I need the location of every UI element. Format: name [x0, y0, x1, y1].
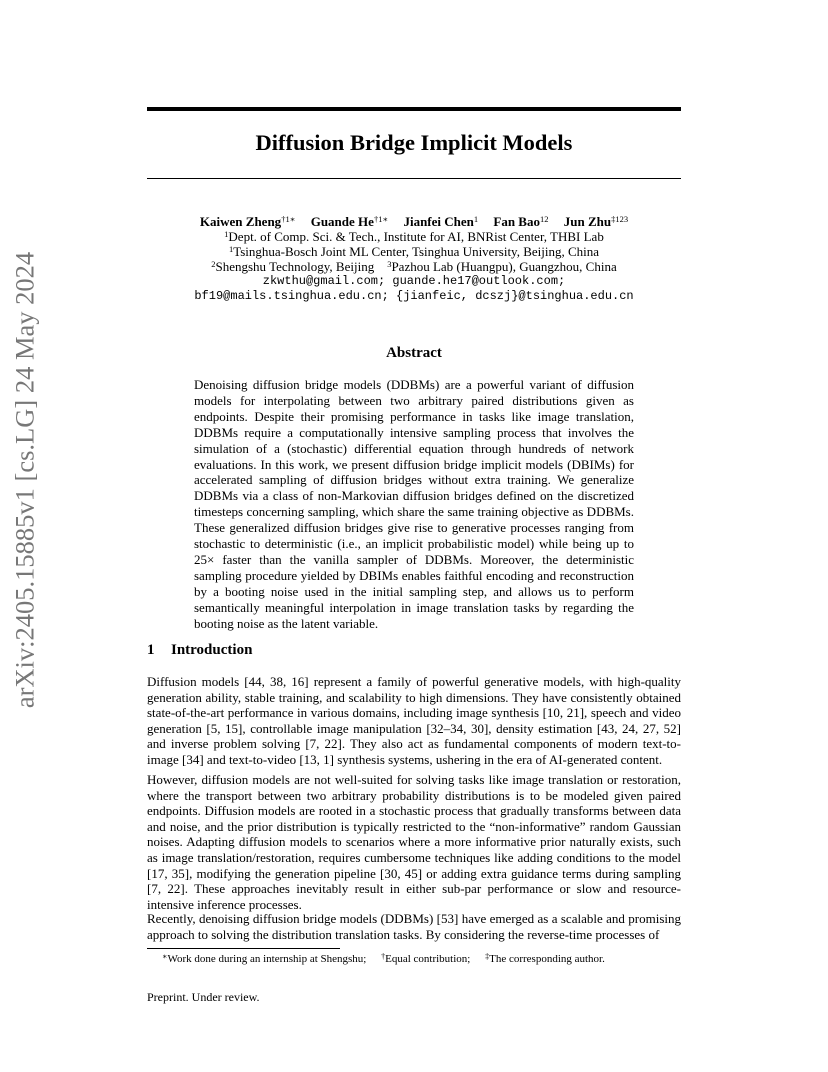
abstract-text: Denoising diffusion bridge models (DDBMs) are a powerful variant of diffusion models for interpolating between two arbitrary paired distributions given as endpoints. Despite their promising performance in tasks like image translation, DDBMs require a computationally intensive sampling process that involves the simulation of a (stochastic) differential equation through hundreds of network evaluations. In this work, we present diffusion bridge implicit models (DBIMs) for accelerated sampling of diffusion bridges without extra training. We generalize DDBMs via a class of non-Markovian diffusion bridges defined on the discretized timesteps concerning sampling, which share the same training objective as DDBMs. These generalized diffusion bridges give rise to generative processes ranging from stochastic to deterministic (i.e., an implicit probabilistic model) while being up to 25× faster than the vanilla sampler of DDBMs. Moreover, the deterministic sampling procedure yielded by DBIMs enables faithful encoding and reconstruction by a booting noise used in the initial sampling step, and allows us to perform semantically meaningful interpolation in image translation tasks by regarding the booting noise as the latent variable. [194, 377, 634, 631]
footnote-rule [147, 948, 340, 949]
author: Jun Zhu$^{\ddagger 123}$ [563, 214, 629, 229]
author: Fan Bao$^{12}$ [493, 214, 549, 229]
footnote: ∗Work done during an internship at Shengshu; [162, 952, 367, 965]
affiliation: $^2$Shengshu Technology, Beijing $^3$Pazhou Lab (Huangpu), Guangzhou, China [211, 259, 617, 274]
affiliation: $^1$Dept. of Comp. Sci. & Tech., Institute for AI, BNRist Center, THBI Lab [224, 229, 604, 244]
body-paragraph: Recently, denoising diffusion bridge models (DDBMs) [53] have emerged as a scalable and promising approach to solving the distribution translation tasks. By considering the reverse-time processes of [147, 911, 681, 942]
author-list [147, 214, 681, 229]
section-title: Introduction [171, 642, 253, 658]
title-top-rule [147, 107, 681, 111]
author: Jianfei Chen$^1$ [403, 214, 479, 229]
author-block [147, 214, 681, 304]
arxiv-identifier-text: arXiv:2405.15885v1 [cs.LG] 24 May 2024 [9, 251, 40, 709]
paper-title: Diffusion Bridge Implicit Models [255, 130, 573, 155]
body-paragraph: Diffusion models [44, 38, 16] represent a family of powerful generative models, with high-quality generation ability, stable training, and scalability to high dimensions. They have consistently obtained state-of-the-art performance in various domains, including image synthesis [10, 21], speech and video generation [5, 15], controllable image manipulation [32–34, 30], density estimation [43, 24, 27, 52] and inverse problem solving [7, 22]. They also act as fundamental components of modern text-to-image [34] and text-to-video [13, 1] synthesis systems, ushering in the era of AI-generated content. [147, 674, 681, 767]
author: Guande $He^{\dagger 1∗}$ [310, 214, 389, 229]
body-paragraph: However, diffusion models are not well-suited for solving tasks like image translation or restoration, where the transport between two arbitrary probability distributions is to be modeled given paired endpoints. Diffusion models are rooted in a stochastic process that gradually transforms between data and noise, and the prior distribution is typically restricted to the “non-informative” random Gaussian noises. Adapting diffusion models to scenarios where a more informative prior naturally exists, such as image translation/restoration, requires cumbersome techniques like adding conditions to the model [17, 35], modifying the generation pipeline [30, 45] or adding extra guidance terms during sampling [7, 22]. These approaches inevitably result in either sub-par performance or slow and resource-intensive inference processes. [147, 772, 681, 912]
author: Kaiwen Zheng$^{\dagger 1∗}$ [199, 214, 296, 229]
footnote: †Equal contribution; [381, 952, 471, 965]
section-number: 1 [147, 642, 155, 658]
section-heading [147, 642, 252, 659]
footnote: ‡The corresponding author. [485, 952, 605, 965]
affiliation: $^1$Tsinghua-Bosch Joint ML Center, Tsinghua University, Beijing, China [228, 244, 600, 259]
email-line: zkwthu@gmail.com; guande.he17@outlook.com; [262, 274, 566, 288]
preprint-note: Preprint. Under review. [147, 990, 260, 1004]
title-bottom-rule [147, 178, 681, 179]
abstract-heading: Abstract [386, 345, 442, 361]
footnote-line [162, 953, 617, 965]
email-line: bf19@mails.tsinghua.edu.cn; {jianfeic, dcszj}@tsinghua.edu.cn [194, 289, 634, 303]
